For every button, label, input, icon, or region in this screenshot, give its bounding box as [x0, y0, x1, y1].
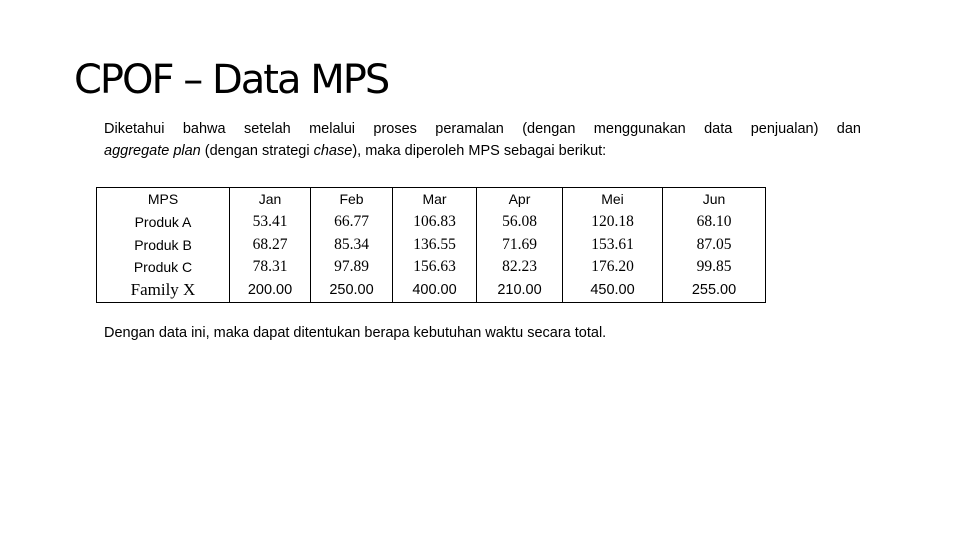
- table-cell: 176.20: [563, 256, 663, 279]
- table-cell: 82.23: [477, 256, 563, 279]
- table-cell: 85.34: [311, 234, 393, 257]
- header-cell-jan: Jan: [230, 188, 311, 211]
- table-cell: 87.05: [663, 234, 766, 257]
- intro-text-italic-aggregate: aggregate plan: [104, 143, 201, 159]
- table-cell: 153.61: [563, 234, 663, 257]
- table-cell: 71.69: [477, 234, 563, 257]
- table-cell: 200.00: [230, 279, 311, 302]
- header-cell-apr: Apr: [477, 188, 563, 211]
- table-cell: 99.85: [663, 256, 766, 279]
- table-row-produk-c: [97, 256, 766, 279]
- header-cell-feb: Feb: [311, 188, 393, 211]
- intro-paragraph: [104, 118, 861, 162]
- table-cell: 255.00: [663, 279, 766, 302]
- row-label: Produk A: [97, 211, 230, 234]
- table-cell: 156.63: [393, 256, 477, 279]
- table-cell: 68.27: [230, 234, 311, 257]
- table-cell: 97.89: [311, 256, 393, 279]
- row-label: Produk C: [97, 256, 230, 279]
- header-cell-mar: Mar: [393, 188, 477, 211]
- table-cell: 120.18: [563, 211, 663, 234]
- intro-text-part1: Diketahui bahwa setelah melalui proses peramalan (dengan menggunakan data penjualan) dan: [104, 121, 861, 137]
- mps-table: [96, 187, 766, 303]
- table-cell: 450.00: [563, 279, 663, 302]
- table-cell: 106.83: [393, 211, 477, 234]
- outro-text: Dengan data ini, maka dapat ditentukan berapa kebutuhan waktu secara total.: [104, 325, 607, 341]
- table-cell: 210.00: [477, 279, 563, 302]
- row-label: Family X: [97, 279, 230, 302]
- table-cell: 68.10: [663, 211, 766, 234]
- table-row-produk-a: [97, 211, 766, 234]
- header-cell-mps: MPS: [97, 188, 230, 211]
- table-row-family-x: [97, 279, 766, 302]
- table-cell: 53.41: [230, 211, 311, 234]
- intro-text-italic-chase: chase: [313, 143, 353, 159]
- table-cell: 250.00: [311, 279, 393, 302]
- table-cell: 400.00: [393, 279, 477, 302]
- table-cell: 56.08: [477, 211, 563, 234]
- intro-text-part3: (dengan strategi: [200, 143, 314, 159]
- table-cell: 66.77: [311, 211, 393, 234]
- table-cell: 136.55: [393, 234, 477, 257]
- table-header-row: [97, 188, 766, 211]
- slide-title: CPOF – Data MPS: [74, 57, 389, 103]
- table-cell: 78.31: [230, 256, 311, 279]
- row-label: Produk B: [97, 234, 230, 257]
- header-cell-jun: Jun: [663, 188, 766, 211]
- table-row-produk-b: [97, 234, 766, 257]
- intro-text-part5: ), maka diperoleh MPS sebagai berikut:: [352, 143, 607, 159]
- header-cell-mei: Mei: [563, 188, 663, 211]
